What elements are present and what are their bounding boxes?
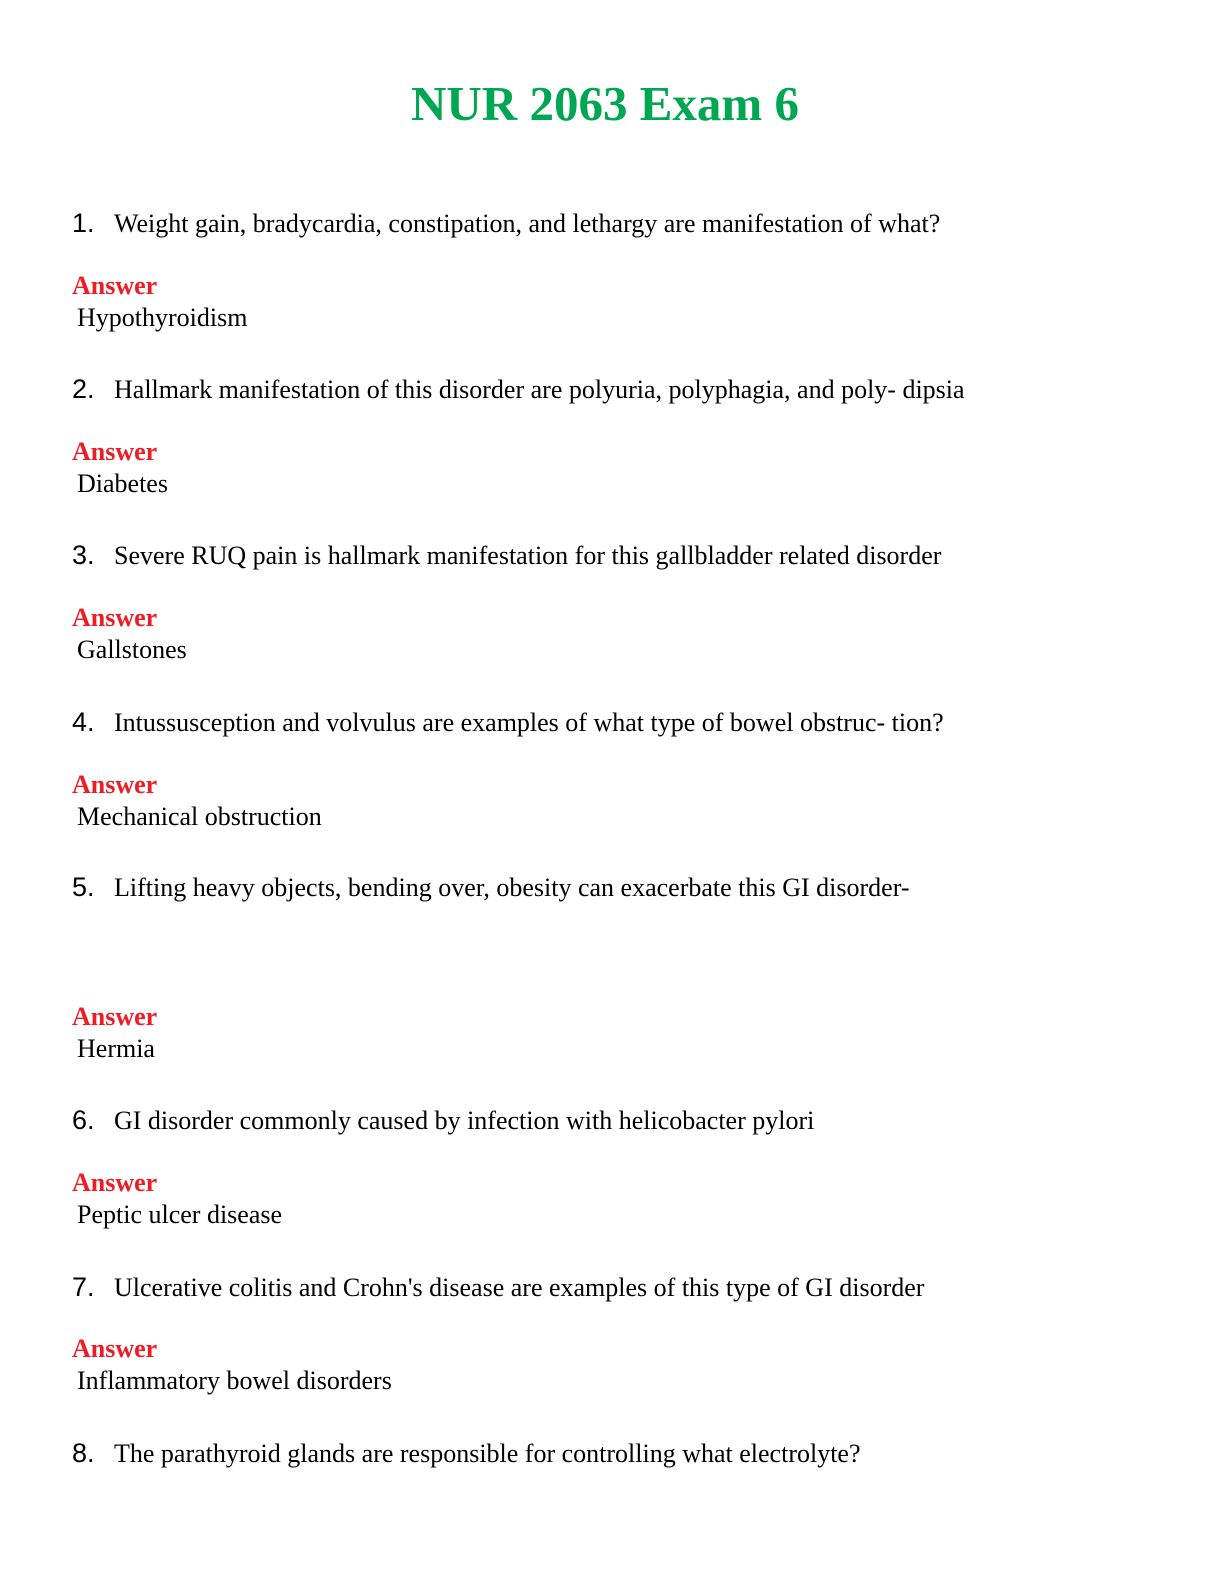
question-6 xyxy=(72,1103,814,1137)
question-2 xyxy=(72,372,965,406)
question-number: 6. xyxy=(72,1105,95,1135)
answer-text: Hypothyroidism xyxy=(77,303,248,332)
answer-text: Mechanical obstruction xyxy=(77,802,322,831)
answer-label: Answer xyxy=(72,437,158,466)
question-7 xyxy=(72,1270,924,1304)
question-number: 1. xyxy=(72,208,95,238)
answer-label: Answer xyxy=(72,1168,158,1197)
question-4 xyxy=(72,705,944,739)
question-5 xyxy=(72,870,910,904)
answer-text: Gallstones xyxy=(77,635,187,664)
question-text: GI disorder commonly caused by infection with helicobacter pylori xyxy=(114,1106,815,1135)
question-1 xyxy=(72,206,940,240)
answer-label: Answer xyxy=(72,770,158,799)
question-text: Severe RUQ pain is hallmark manifestation for this gallbladder related disorder xyxy=(114,541,942,570)
question-text: The parathyroid glands are responsible for controlling what electrolyte? xyxy=(114,1439,861,1468)
question-number: 7. xyxy=(72,1272,95,1302)
question-number: 2. xyxy=(72,374,95,404)
question-number: 3. xyxy=(72,540,95,570)
question-text: Ulcerative colitis and Crohn's disease are examples of this type of GI disorder xyxy=(114,1273,925,1302)
question-8 xyxy=(72,1436,861,1470)
answer-text: Peptic ulcer disease xyxy=(77,1200,283,1229)
question-text: Lifting heavy objects, bending over, obesity can exacerbate this GI disorder- xyxy=(114,873,910,902)
answer-label: Answer xyxy=(72,1002,158,1031)
question-3 xyxy=(72,538,941,572)
question-number: 4. xyxy=(72,707,95,737)
question-text: Intussusception and volvulus are examples of what type of bowel obstruc- tion? xyxy=(114,708,944,737)
answer-label: Answer xyxy=(72,271,158,300)
answer-text: Hermia xyxy=(77,1034,155,1063)
question-number: 5. xyxy=(72,872,95,902)
answer-label: Answer xyxy=(72,1334,158,1363)
question-text: Weight gain, bradycardia, constipation, and lethargy are manifestation of what? xyxy=(114,209,941,238)
answer-text: Inflammatory bowel disorders xyxy=(77,1366,392,1395)
page-title: NUR 2063 Exam 6 xyxy=(411,76,799,131)
question-text: Hallmark manifestation of this disorder are polyuria, polyphagia, and poly- dipsia xyxy=(114,375,965,404)
answer-text: Diabetes xyxy=(77,469,168,498)
question-number: 8. xyxy=(72,1438,95,1468)
answer-label: Answer xyxy=(72,603,158,632)
